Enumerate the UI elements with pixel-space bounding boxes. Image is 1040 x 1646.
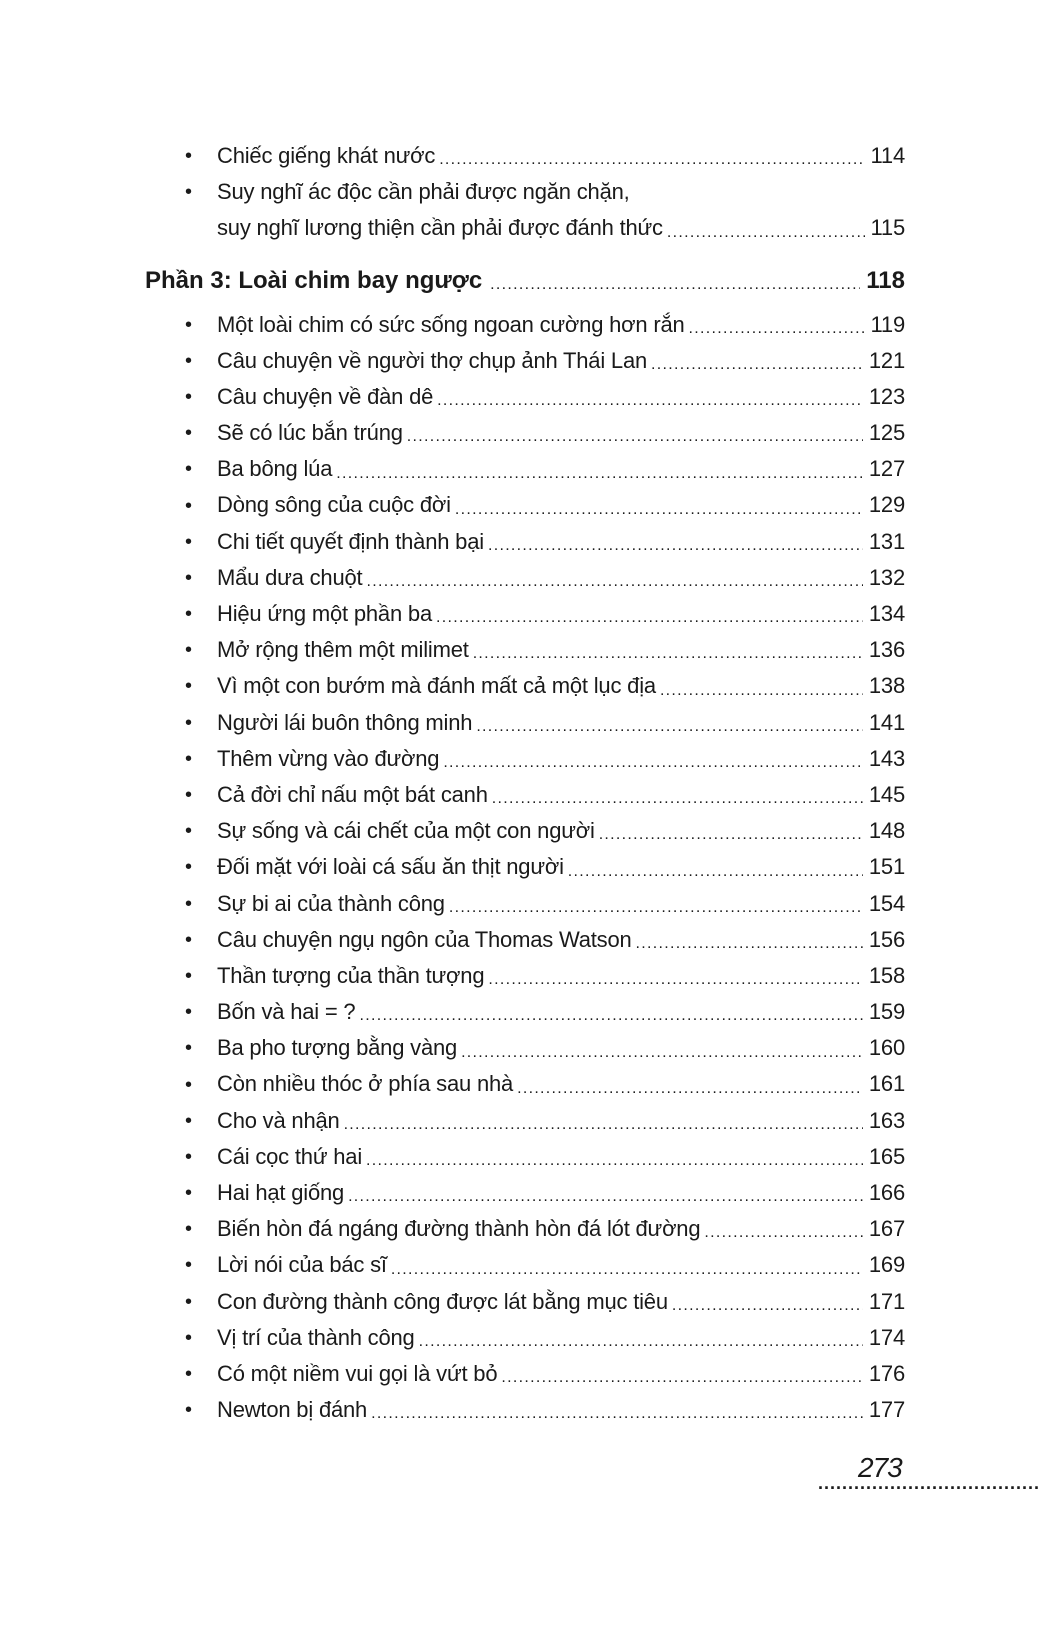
bullet: •: [185, 494, 192, 517]
bullet: •: [185, 603, 192, 626]
section-title: Phần 3: Loài chim bay ngược: [145, 266, 483, 294]
toc-entry[interactable]: [145, 1175, 905, 1211]
toc-entry[interactable]: [145, 1284, 905, 1320]
entry-title: Bốn và hai = ?: [217, 999, 356, 1025]
entry-page: 141: [868, 709, 905, 735]
bullet: •: [185, 349, 192, 372]
bullet: •: [185, 566, 192, 589]
dot-leader: [599, 821, 863, 849]
entry-title: Mở rộng thêm một milimet: [217, 637, 469, 663]
section-page: 118: [866, 266, 905, 294]
bullet: •: [185, 1182, 192, 1205]
bullet: •: [185, 313, 192, 336]
dot-leader: [473, 640, 863, 668]
bullet: •: [185, 1363, 192, 1385]
entry-title: Biến hòn đá ngáng đường thành hòn đá lót đường: [217, 1216, 701, 1242]
entry-page: 154: [868, 890, 905, 916]
dot-leader: [419, 1328, 863, 1356]
bullet: •: [185, 385, 192, 408]
toc-entry[interactable]: [145, 668, 905, 704]
bullet: •: [185, 711, 192, 734]
toc-entry[interactable]: [145, 524, 905, 560]
entry-title: Vì một con bướm mà đánh mất cả một lục địa: [217, 673, 656, 699]
bullet: •: [185, 1326, 192, 1349]
toc-entry[interactable]: [145, 994, 905, 1030]
toc-entry[interactable]: [145, 849, 905, 885]
dot-leader: [476, 713, 863, 741]
entry-page: 174: [868, 1324, 905, 1350]
page-number: 273: [858, 1452, 902, 1483]
entry-title: Còn nhiều thóc ở phía sau nhà: [217, 1071, 514, 1097]
entry-title: Lời nói của bác sĩ: [217, 1252, 387, 1278]
entry-page: 132: [868, 564, 905, 590]
toc-entry[interactable]: [145, 1103, 905, 1139]
entry-page: 156: [868, 926, 905, 952]
entry-title: Dòng sông của cuộc đời: [217, 492, 451, 518]
dot-leader: [492, 785, 863, 813]
entry-title: Vị trí của thành công: [217, 1324, 415, 1350]
entry-title: Cái cọc thứ hai: [217, 1143, 363, 1169]
entry-page: 166: [868, 1180, 905, 1206]
dot-leader: [407, 423, 863, 451]
entry-page: 127: [868, 456, 905, 482]
dot-leader: [689, 315, 865, 343]
section-entries: [145, 307, 905, 1429]
entry-page: 169: [868, 1252, 905, 1278]
bullet: •: [185, 1290, 192, 1313]
entry-title: Chi tiết quyết định thành bại: [217, 528, 484, 554]
dot-leader: [568, 858, 863, 886]
toc-entry[interactable]: [145, 596, 905, 632]
bullet: •: [185, 820, 192, 843]
dot-leader: [449, 894, 863, 922]
entry-title: Câu chuyện về đàn dê: [217, 383, 434, 409]
table-of-contents: [145, 138, 905, 1428]
dot-leader: [437, 387, 863, 415]
toc-entry[interactable]: [145, 1139, 905, 1175]
entry-title: Thần tượng của thần tượng: [217, 962, 485, 988]
dot-leader: [672, 1292, 863, 1320]
dot-leader: [488, 966, 863, 994]
dot-leader: [366, 1147, 863, 1175]
toc-entry[interactable]: [145, 1392, 905, 1428]
toc-entry[interactable]: [145, 415, 905, 451]
toc-entry[interactable]: [145, 1356, 905, 1392]
toc-entry[interactable]: [145, 488, 905, 524]
bullet: •: [185, 747, 192, 770]
dot-leader: [667, 219, 865, 247]
entry-title: Sẽ có lúc bắn trúng: [217, 420, 403, 446]
dot-leader: [704, 1219, 863, 1247]
entry-page: 165: [868, 1143, 905, 1169]
dot-leader: [461, 1039, 863, 1067]
toc-entry[interactable]: [145, 560, 905, 596]
entry-page: 167: [868, 1216, 905, 1242]
entry-title: Cả đời chỉ nấu một bát canh: [217, 781, 488, 807]
dot-leader: [636, 930, 863, 958]
dot-leader: [443, 749, 863, 777]
bullet: •: [185, 458, 192, 481]
entry-title: Hai hạt giống: [217, 1180, 345, 1206]
bullet: •: [185, 1037, 192, 1060]
toc-entry[interactable]: [145, 1030, 905, 1066]
entry-page: 151: [868, 854, 905, 880]
toc-entry[interactable]: [145, 307, 905, 343]
entry-page: 159: [868, 999, 905, 1025]
section-heading[interactable]: [145, 263, 905, 299]
toc-entry[interactable]: [145, 1247, 905, 1283]
entry-page: 160: [868, 1035, 905, 1061]
entry-title: Thêm vừng vào đường: [217, 745, 440, 771]
bullet: •: [185, 1073, 192, 1096]
dot-leader: [651, 351, 863, 379]
dot-leader: [391, 1256, 863, 1284]
toc-entry[interactable]: [145, 451, 905, 487]
entry-title: Hiệu ứng một phần ba: [217, 601, 432, 627]
bullet: •: [185, 639, 192, 662]
dot-leader: [336, 460, 863, 488]
toc-entry[interactable]: [145, 138, 905, 174]
entry-title: Người lái buôn thông minh: [217, 709, 473, 735]
entry-title: Đối mặt với loài cá sấu ăn thịt người: [217, 854, 564, 880]
entry-page: 121: [868, 347, 905, 373]
entry-page: 134: [868, 601, 905, 627]
entry-title: Câu chuyện ngụ ngôn của Thomas Watson: [217, 926, 632, 952]
entry-title: Sự sống và cái chết của một con người: [217, 818, 595, 844]
bullet: •: [185, 1109, 192, 1132]
toc-entry[interactable]: [145, 1320, 905, 1356]
toc-entry[interactable]: [145, 705, 905, 741]
entry-title: Cho và nhận: [217, 1107, 340, 1133]
entry-page: 129: [868, 492, 905, 518]
entry-title: Một loài chim có sức sống ngoan cường hơn rắn: [217, 311, 685, 337]
dot-leader: [359, 1002, 862, 1030]
dot-leader: [501, 1364, 863, 1392]
bullet: •: [185, 422, 192, 445]
toc-entry[interactable]: [145, 379, 905, 415]
dot-leader: [660, 677, 863, 705]
bullet: •: [185, 1218, 192, 1241]
dot-leader: [517, 1075, 863, 1103]
toc-entry[interactable]: [145, 886, 905, 922]
entry-title: Câu chuyện về người thợ chụp ảnh Thái Lan: [217, 347, 648, 373]
toc-entry[interactable]: [145, 922, 905, 958]
bullet: •: [185, 145, 192, 167]
dot-leader: [490, 271, 860, 299]
entry-title: Ba bông lúa: [217, 456, 333, 482]
bullet: •: [185, 1145, 192, 1168]
bullet: •: [185, 1399, 192, 1422]
entry-title: Mẩu dưa chuột: [217, 564, 363, 590]
bullet: •: [185, 892, 192, 915]
entry-page: 125: [868, 420, 905, 446]
entry-page: 163: [868, 1107, 905, 1133]
entry-title-line2-row: [217, 210, 905, 246]
bullet: •: [185, 675, 192, 698]
entry-title: Chiếc giếng khát nước: [217, 142, 436, 168]
footer-dot-leader: [818, 1476, 1040, 1490]
entry-page: 114: [870, 142, 905, 168]
entry-title: Có một niềm vui gọi là vứt bỏ: [217, 1360, 498, 1386]
toc-entry[interactable]: [145, 632, 905, 668]
entry-page: 145: [868, 781, 905, 807]
entry-title: Ba pho tượng bằng vàng: [217, 1035, 458, 1061]
bullet: •: [185, 530, 192, 553]
dot-leader: [371, 1400, 863, 1428]
toc-entry[interactable]: [145, 343, 905, 379]
entry-title-line1: Suy nghĩ ác độc cần phải được ngăn chặn,: [217, 179, 630, 205]
entry-page: 177: [868, 1397, 905, 1423]
entry-page: 119: [870, 311, 905, 337]
bullet: •: [185, 964, 192, 987]
bullet: •: [185, 1001, 192, 1024]
entry-page: 131: [868, 528, 905, 554]
bullet: •: [185, 784, 192, 806]
toc-entry[interactable]: [145, 741, 905, 777]
entry-page: 148: [868, 818, 905, 844]
bullet: •: [185, 928, 192, 951]
entry-page: 138: [868, 673, 905, 699]
entry-title: Con đường thành công được lát bằng mục tiêu: [217, 1288, 668, 1314]
bullet: •: [185, 181, 192, 204]
toc-entry[interactable]: [145, 813, 905, 849]
entry-page: 158: [868, 962, 905, 988]
entry-title: Newton bị đánh: [217, 1397, 368, 1423]
toc-entry[interactable]: [145, 958, 905, 994]
entry-page: 123: [868, 383, 905, 409]
bullet: •: [185, 1254, 192, 1277]
toc-entry[interactable]: [145, 1211, 905, 1247]
entry-title: Sự bi ai của thành công: [217, 890, 445, 916]
dot-leader: [488, 532, 863, 560]
dot-leader: [436, 604, 863, 632]
dot-leader: [366, 568, 862, 596]
entry-page: 136: [868, 637, 905, 663]
dot-leader: [348, 1183, 863, 1211]
entry-page: 176: [868, 1360, 905, 1386]
entry-title-line2: suy nghĩ lương thiện cần phải được đánh thức: [217, 215, 663, 241]
entry-page: 171: [868, 1288, 905, 1314]
bullet: •: [185, 856, 192, 879]
dot-leader: [455, 496, 863, 524]
entry-page: 143: [868, 745, 905, 771]
dot-leader: [344, 1111, 863, 1139]
dot-leader: [439, 146, 864, 174]
entry-page: 115: [870, 215, 905, 241]
entry-page: 161: [868, 1071, 905, 1097]
toc-entry[interactable]: [145, 1067, 905, 1103]
toc-entry[interactable]: [145, 777, 905, 813]
toc-entry-multiline[interactable]: [145, 174, 905, 246]
